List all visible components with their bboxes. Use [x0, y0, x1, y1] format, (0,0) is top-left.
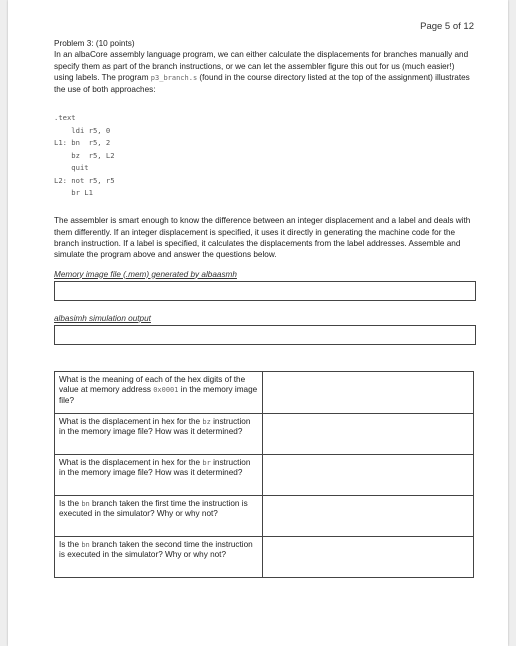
- memory-image-label: Memory image file (.mem) generated by albaasmh: [54, 269, 237, 279]
- code-line: br L1: [54, 187, 93, 197]
- questions-table: [54, 371, 474, 578]
- problem-heading: Problem 3: (10 points): [54, 39, 135, 48]
- code-listing: [54, 112, 476, 199]
- code-line: quit: [54, 163, 89, 173]
- document-page: [8, 0, 508, 646]
- question-cell: Is the bn branch taken the second time the instruction is executed in the simulator? Why or why not?: [55, 537, 263, 578]
- memory-image-answer-box[interactable]: [54, 281, 476, 301]
- simulation-output-label: albasimh simulation output: [54, 313, 151, 323]
- answer-cell[interactable]: [263, 537, 474, 578]
- intro-text-2: (found in the course directory listed at the top of the assignment) illustrates the use of both approaches:: [54, 72, 470, 95]
- table-row: [55, 455, 474, 496]
- question-cell: What is the displacement in hex for the bz instruction in the memory image file? How was it determined?: [55, 414, 263, 455]
- answer-cell[interactable]: [263, 455, 474, 496]
- table-row: [55, 414, 474, 455]
- question-cell: What is the displacement in hex for the br instruction in the memory image file? How was it determined?: [55, 455, 263, 496]
- table-row: [55, 372, 474, 414]
- code-line: L2: not r5, r5: [54, 175, 115, 185]
- answer-cell[interactable]: [263, 496, 474, 537]
- program-filename: p3_branch.s: [150, 73, 198, 82]
- code-line: bz r5, L2: [54, 150, 115, 160]
- question-cell: Is the bn branch taken the first time the instruction is executed in the simulator? Why or why not?: [55, 496, 263, 537]
- answer-cell[interactable]: [263, 414, 474, 455]
- assembler-paragraph: The assembler is smart enough to know the difference between an integer displacement and a label and deals with them differently. If an integer displacement is specified, it uses it directly in generating the machine code for the branch instruction. If a label is specified, it calculates the displacements from the label addresses. Assemble and simulate the program above and answer the questions below.: [54, 216, 471, 260]
- simulation-output-answer-box[interactable]: [54, 325, 476, 345]
- code-line: L1: bn r5, 2: [54, 138, 111, 148]
- question-cell: What is the meaning of each of the hex digits of the value at memory address 0x0001 in the memory image file?: [55, 372, 263, 414]
- intro-text-1: In an albaCore assembly language program, we can either calculate the displacements for branches manually and specify them as part of the branch instructions, or we can let the assembler figure this out for us (much easier!) using labels. The program: [54, 50, 469, 82]
- code-line: .text: [54, 113, 76, 123]
- page-number: Page 5 of 12: [420, 21, 474, 32]
- intro-paragraph: [54, 49, 476, 95]
- table-row: [55, 496, 474, 537]
- page-content: [54, 38, 476, 578]
- answer-cell[interactable]: [263, 372, 474, 414]
- table-row: [55, 537, 474, 578]
- code-line: ldi r5, 0: [54, 125, 111, 135]
